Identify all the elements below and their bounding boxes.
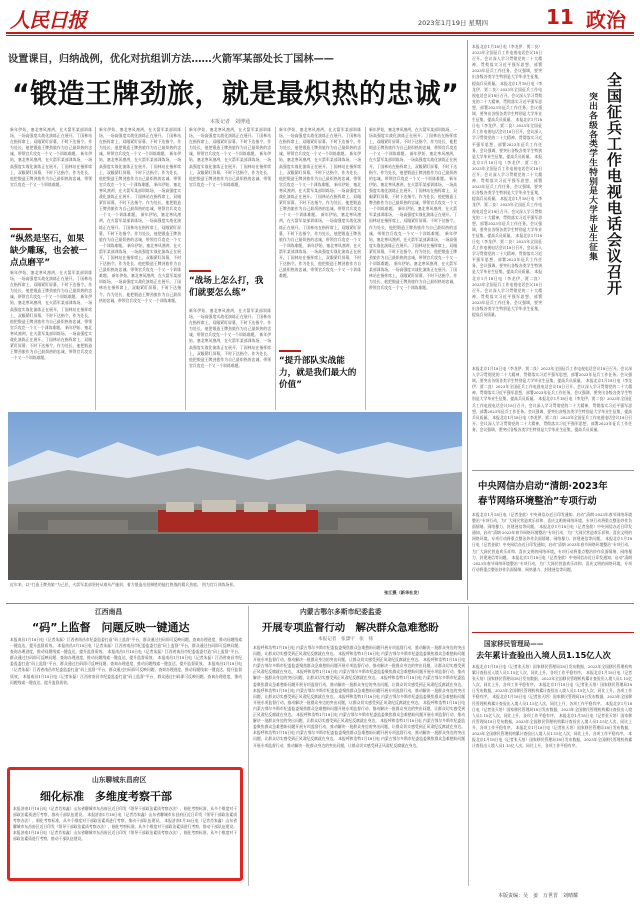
lead-column-text: 新年伊始，塞北寒风凛冽，在火箭军某部训练场，一场高强度实战化演练正在展开。丁国林站在指挥席上，双眼紧盯屏幕，不时下达指令。作为处长，他把锻造王牌劲旅作为自己最炽热的忠诚，带领官兵攻克一个又一个训练难题。 <box>369 175 457 212</box>
immigration-body-text: 本报北京1月18日电（记者张天培）国家移民管理局18日发布数据，2023年全国移民管理机构累计查验出入境人员1.15亿人次，同比上升，各项工作平稳有序。 <box>472 670 632 688</box>
column-divider <box>95 127 96 410</box>
masthead <box>0 0 640 36</box>
cyber-kicker: 中央网信办启动“清朗·2023年 <box>478 481 608 492</box>
ordos-body-text: 本报呼和浩特1月18日电 内蒙古鄂尔多斯市纪委监委聚焦群众急难愁盼问题开展专项监督行动，推动解决一批群众身边的突出问题，让群众切实感受到正风肃纪反腐就在身边。 <box>253 651 465 663</box>
liaocheng-body-text: 本报济南1月18日电（记者肖家鑫）山东省聊城市东昌府区近日印发《领导干部政治素质考察办法》，细化考察标准，从多个维度对干部政治素质进行考察，推动干部队伍建设。 <box>13 812 237 824</box>
immigration-body-text: 本报北京1月18日电（记者张天培）国家移民管理局18日发布数据，2023年全国移民管理机构累计查验出入境人员1.15亿人次，同比上升，各项工作平稳有序。 <box>472 712 632 730</box>
lead-column-text: 新年伊始，塞北寒风凛冽，在火箭军某部训练场，一场高强度实战化演练正在展开。丁国林站在指挥席上，双眼紧盯屏幕，不时下达指令。作为处长，他把锻造王牌劲旅作为自己最炽热的忠诚，带领官兵攻克一个又一个训练难题。 <box>279 151 361 187</box>
immigration-location: 国家移民管理局—— <box>484 640 544 648</box>
nanchang-headline: “码”上监督 问题反映一键通达 <box>32 621 190 634</box>
sidebar-text: 本报北京1月18日电（李龙伊、贾二良）2023年全国征兵工作电视电话会议18日召开。会议深入学习贯彻党的二十大精神，贯彻落实习近平强军思想，部署2023年征兵工作任务。会议强调，要突出各级各类学生特别是大学毕业生征集，提高兵员质量。 <box>472 414 632 432</box>
immigration-body <box>472 664 632 882</box>
lead-headline: “锻造王牌劲旅，就是最炽热的忠诚” <box>12 79 460 110</box>
cyber-body-text: 本报北京1月18日电（记者金歆）中央网信办近日印发通知，启动“清朗·2023年春节网络环境整治”专项行动，为广大网民营造欢乐祥和、喜庆文明的网络环境。专项行动将重点整治炒作负面情绪、网络暴力、封建迷信等问题。 <box>472 536 632 560</box>
ordos-body-text: 本报呼和浩特1月18日电 内蒙古鄂尔多斯市纪委监委聚焦群众急难愁盼问题开展专项监督行动，推动解决一批群众身边的突出问题，让群众切实感受到正风肃纪反腐就在身边。 <box>253 669 465 681</box>
lead-column-text: 新年伊始，塞北寒风凛冽，在火箭军某部训练场，一场高强度实战化演练正在展开。丁国林站在指挥席上，双眼紧盯屏幕，不时下达指令。作为处长，他把锻造王牌劲旅作为自己最炽热的忠诚，带领官兵攻克一个又一个训练难题。 <box>189 151 271 187</box>
ordos-body-text: 本报呼和浩特1月18日电 内蒙古鄂尔多斯市纪委监委聚焦群众急难愁盼问题开展专项监督行动，推动解决一批群众身边的突出问题，让群众切实感受到正风肃纪反腐就在身边。 <box>253 657 465 675</box>
sidebar-text: 本报北京1月18日电（李龙伊、贾二良）2023年全国征兵工作电视电话会议18日召开。会议深入学习贯彻党的二十大精神，贯彻落实习近平强军思想，部署2023年征兵工作任务。会议强调，要突出各级各类学生特别是大学毕业生征集，提高兵员质量。 <box>472 366 632 384</box>
lead-column-text: 新年伊始，塞北寒风凛冽，在火箭军某部训练场，一场高强度实战化演练正在展开。丁国林站在指挥席上，双眼紧盯屏幕，不时下达指令。作为处长，他把锻造王牌劲旅作为自己最炽热的忠诚，带领官兵攻克一个又一个训练难题。 <box>99 127 181 157</box>
ordos-body-text: 本报呼和浩特1月18日电 内蒙古鄂尔多斯市纪委监委聚焦群众急难愁盼问题开展专项监督行动，推动解决一批群众身边的突出问题，让群众切实感受到正风肃纪反腐就在身边。 <box>253 730 465 742</box>
section-rule <box>472 470 634 471</box>
lead-column-text: 新年伊始，塞北寒风凛冽，在火箭军某部训练场，一场高强度实战化演练正在展开。丁国林站在指挥席上，双眼紧盯屏幕，不时下达指令。作为处长，他把锻造王牌劲旅作为自己最炽热的忠诚，带领官兵攻克一个又一个训练难题。 <box>279 212 361 248</box>
sidebar-text: 本报北京1月18日电（李龙伊、贾二良）2023年全国征兵工作电视电话会议18日召开。会议深入学习贯彻党的二十大精神，贯彻落实习近平强军思想，部署2023年征兵工作任务。会议强调，要突出各级各类学生特别是大学毕业生征集，提高兵员质量。 <box>472 117 542 159</box>
column-divider <box>468 606 469 886</box>
lead-column-text: 新年伊始，塞北寒风凛冽，在火箭军某部训练场，一场高强度实战化演练正在展开。丁国林站在指挥席上，双眼紧盯屏幕，不时下达指令。作为处长，他把锻造王牌劲旅作为自己最炽热的忠诚，带领官兵攻克一个又一个训练难题。 <box>10 270 92 300</box>
bottom-section-rule <box>6 603 634 604</box>
pull-quote-2 <box>189 270 271 299</box>
lead-column-2 <box>99 127 181 410</box>
immigration-body-text: 本报北京1月18日电（记者张天培）国家移民管理局18日发布数据，2023年全国移民管理机构累计查验出入境人员1.15亿人次，同比上升，各项工作平稳有序。 <box>472 664 632 676</box>
sidebar-column-1 <box>472 44 542 364</box>
immigration-body-text: 本报北京1月18日电（记者张天培）国家移民管理局18日发布数据，2023年全国移民管理机构累计查验出入境人员1.15亿人次，同比上升，各项工作平稳有序。 <box>472 731 632 749</box>
nanchang-body <box>10 637 242 759</box>
lead-column-text: 新年伊始，塞北寒风凛冽，在火箭军某部训练场，一场高强度实战化演练正在展开。丁国林站在指挥席上，双眼紧盯屏幕，不时下达指令。作为处长，他把锻造王牌劲旅作为自己最炽热的忠诚，带领官兵攻克一个又一个训练难题。 <box>10 127 92 157</box>
column-divider <box>185 127 186 410</box>
lead-column-text: 新年伊始，塞北寒风凛冽，在火箭军某部训练场，一场高强度实战化演练正在展开。丁国林站在指挥席上，双眼紧盯屏幕，不时下达指令。作为处长，他把锻造王牌劲旅作为自己最炽热的忠诚，带领官兵攻克一个又一个训练难题。 <box>99 273 181 303</box>
ordos-location: 内蒙古鄂尔多斯市纪委监委 <box>300 608 382 616</box>
cyber-body-text: 本报北京1月18日电（记者金歆）中央网信办近日印发通知，启动“清朗·2023年春节网络环境整治”专项行动，为广大网民营造欢乐祥和、喜庆文明的网络环境。专项行动将重点整治炒作负面情绪、网络暴力、封建迷信等问题。 <box>472 554 632 572</box>
lead-column-1 <box>10 127 92 222</box>
sidebar-text: 本报北京1月18日电（李龙伊、贾二良）2023年全国征兵工作电视电话会议18日召开。会议深入学习贯彻党的二十大精神，贯彻落实习近平强军思想，部署2023年征兵工作任务。会议强调，要突出各级各类学生特别是大学毕业生征集，提高兵员质量。 <box>472 378 632 402</box>
sidebar-column-2 <box>472 366 632 466</box>
ordos-body-text: 本报呼和浩特1月18日电 内蒙古鄂尔多斯市纪委监委聚焦群众急难愁盼问题开展专项监督行动，推动解决一批群众身边的突出问题，让群众切实感受到正风肃纪反腐就在身边。 <box>253 675 465 687</box>
sidebar-text: 本报北京1月18日电（李龙伊、贾二良）2023年全国征兵工作电视电话会议18日召开。会议深入学习贯彻党的二十大精神，贯彻落实习近平强军思想，部署2023年征兵工作任务。会议强调，要突出各级各类学生特别是大学毕业生征集，提高兵员质量。 <box>472 44 542 86</box>
lead-column-text: 新年伊始，塞北寒风凛冽，在火箭军某部训练场，一场高强度实战化演练正在展开。丁国林站在指挥席上，双眼紧盯屏幕，不时下达指令。作为处长，他把锻造王牌劲旅作为自己最炽热的忠诚，带领官兵攻克一个又一个训练难题。 <box>10 324 92 361</box>
column-divider <box>275 127 276 410</box>
sidebar-text: 本报北京1月18日电（李龙伊、贾二良）2023年全国征兵工作电视电话会议18日召开。会议深入学习贯彻党的二十大精神，贯彻落实习近平强军思想，部署2023年征兵工作任务。会议强调，要突出各级各类学生特别是大学毕业生征集，提高兵员质量。 <box>472 396 632 420</box>
pull-quote-3 <box>279 350 361 391</box>
photo-caption: 近年来，以“打造王牌劲旅”为己任，火箭军某部坚持从难从严施训，着力锻造出招制胜的能打胜战的精兵劲旅。 图为官兵训练场景。 <box>10 582 238 587</box>
section-divider <box>467 40 468 600</box>
immigration-body-text: 本报北京1月18日电（记者张天培）国家移民管理局18日发布数据，2023年全国移民管理机构累计查验出入境人员1.15亿人次，同比上升，各项工作平稳有序。 <box>472 724 632 737</box>
immigration-body-text: 本报北京1月18日电（记者张天培）国家移民管理局18日发布数据，2023年全国移民管理机构累计查验出入境人员1.15亿人次，同比上升，各项工作平稳有序。 <box>472 694 632 706</box>
lead-photo <box>8 412 462 580</box>
pull-quote-1 <box>10 228 92 269</box>
pull-quote-1-text: “纵然是坚石，如果缺少雕琢，也会被一点点磨平” <box>10 234 88 268</box>
page-number: 11 <box>546 5 574 29</box>
newspaper-logo: 人民日报 <box>10 8 86 32</box>
ordos-body-text: 本报呼和浩特1月18日电 内蒙古鄂尔多斯市纪委监委聚焦群众急难愁盼问题开展专项监督行动，推动解决一批群众身边的突出问题，让群众切实感受到正风肃纪反腐就在身边。 <box>253 718 465 730</box>
cyber-headline: 春节网络环境整治”专项行动 <box>478 496 597 507</box>
immigration-rule <box>472 632 634 633</box>
lead-kicker: 设置课目，归纳战例，优化对抗组训方法……火箭军某部处长丁国林—— <box>8 54 334 65</box>
nanchang-body-text: 本报南昌1月18日电（记者朱磊）江西省南昌市纪委监委打造“码上监督”平台，群众通过扫码即可反映问题、查询办理进度，推动问题线索一键直达，提升监督质效。 <box>10 655 242 667</box>
lead-column-3b <box>189 308 271 410</box>
sidebar-text: 本报北京1月18日电（李龙伊、贾二良）2023年全国征兵工作电视电话会议18日召开。会议深入学习贯彻党的二十大精神，贯彻落实习近平强军思想，部署2023年征兵工作任务。会议强调，要突出各级各类学生特别是大学毕业生征集，提高兵员质量。 <box>472 153 542 202</box>
lead-column-text: 新年伊始，塞北寒风凛冽，在火箭军某部训练场，一场高强度实战化演练正在展开。丁国林站在指挥席上，双眼紧盯屏幕，不时下达指令。作为处长，他把锻造王牌劲旅作为自己最炽热的忠诚，带领官兵攻克一个又一个训练难题。 <box>99 242 181 279</box>
ordos-headline: 开展专项监督行动 解决群众急难愁盼 <box>262 622 439 634</box>
immigration-headline: 去年累计查验出入境人员1.15亿人次 <box>476 650 611 660</box>
sidebar-text: 本报北京1月18日电（李龙伊、贾二良）2023年全国征兵工作电视电话会议18日召开。会议深入学习贯彻党的二十大精神，贯彻落实习近平强军思想，部署2023年征兵工作任务。会议强调，要突出各级各类学生特别是大学毕业生征集，提高兵员质量。 <box>472 196 542 238</box>
lead-column-1b <box>10 270 92 412</box>
ordos-body-text: 本报呼和浩特1月18日电 内蒙古鄂尔多斯市纪委监委聚焦群众急难愁盼问题开展专项监督行动，推动解决一批群众身边的突出问题，让群众切实感受到正风肃纪反腐就在身边。 <box>253 693 465 705</box>
pull-quote-3-text: “提升部队实战能力，就是我们最大的价值” <box>279 356 357 390</box>
footer-editors: 本版责编：吴 姜 万世晋 刘晴耀 <box>498 893 579 899</box>
cyber-body <box>472 512 632 630</box>
sidebar-title: 全国征兵工作电视电话会议召开 <box>605 72 623 296</box>
column-divider <box>248 606 249 886</box>
liaocheng-body <box>13 806 237 876</box>
lead-column-3 <box>189 127 271 245</box>
lead-column-text: 新年伊始，塞北寒风凛冽，在火箭军某部训练场，一场高强度实战化演练正在展开。丁国林站在指挥席上，双眼紧盯屏幕，不时下达指令。作为处长，他把锻造王牌劲旅作为自己最炽热的忠诚，带领官兵攻克一个又一个训练难题。 <box>189 127 271 157</box>
sidebar-text: 本报北京1月18日电（李龙伊、贾二良）2023年全国征兵工作电视电话会议18日召开。会议深入学习贯彻党的二十大精神，贯彻落实习近平强军思想，部署2023年征兵工作任务。会议强调，要突出各级各类学生特别是大学毕业生征集，提高兵员质量。 <box>472 269 542 318</box>
ordos-body-text: 本报呼和浩特1月18日电 内蒙古鄂尔多斯市纪委监委聚焦群众急难愁盼问题开展专项监督行动，推动解决一批群众身边的突出问题，让群众切实感受到正风肃纪反腐就在身边。 <box>253 699 465 718</box>
lead-column-text: 新年伊始，塞北寒风凛冽，在火箭军某部训练场，一场高强度实战化演练正在展开。丁国林站在指挥席上，双眼紧盯屏幕，不时下达指令。作为处长，他把锻造王牌劲旅作为自己最炽热的忠诚，带领官兵攻克一个又一个训练难题。 <box>10 151 92 187</box>
column-divider <box>365 127 366 410</box>
ordos-body-text: 本报呼和浩特1月18日电 内蒙古鄂尔多斯市纪委监委聚焦群众急难愁盼问题开展专项监督行动，推动解决一批群众身边的突出问题，让群众切实感受到正风肃纪反腐就在身边。 <box>253 687 465 699</box>
nanchang-body-text: 本报南昌1月18日电（记者朱磊）江西省南昌市纪委监委打造“码上监督”平台，群众通过扫码即可反映问题、查询办理进度，推动问题线索一键直达，提升监督质效。 <box>10 637 242 649</box>
cyber-body-text: 本报北京1月18日电（记者金歆）中央网信办近日印发通知，启动“清朗·2023年春节网络环境整治”专项行动，为广大网民营造欢乐祥和、喜庆文明的网络环境。专项行动将重点整治炒作负面情绪、网络暴力、封建迷信等问题。 <box>472 524 632 542</box>
lead-byline: 本报记者 刘博通 <box>210 119 251 125</box>
nanchang-body-text: 本报南昌1月18日电（记者朱磊）江西省南昌市纪委监委打造“码上监督”平台，群众通过扫码即可反映问题、查询办理进度，推动问题线索一键直达，提升监督质效。 <box>10 673 242 685</box>
ordos-byline: 本报记者 张潇宇 张 扬 <box>318 637 374 642</box>
lead-column-text: 新年伊始，塞北寒风凛冽，在火箭军某部训练场，一场高强度实战化演练正在展开。丁国林站在指挥席上，双眼紧盯屏幕，不时下达指令。作为处长，他把锻造王牌劲旅作为自己最炽热的忠诚，带领官兵攻克一个又一个训练难题。 <box>369 127 457 157</box>
lead-column-text: 新年伊始，塞北寒风凛冽，在火箭军某部训练场，一场高强度实战化演练正在展开。丁国林站在指挥席上，双眼紧盯屏幕，不时下达指令。作为处长，他把锻造王牌劲旅作为自己最炽热的忠诚，带领官兵攻克一个又一个训练难题。 <box>369 151 457 181</box>
ordos-body <box>253 645 465 885</box>
lead-column-text: 新年伊始，塞北寒风凛冽，在火箭军某部训练场，一场高强度实战化演练正在展开。丁国林站在指挥席上，双眼紧盯屏幕，不时下达指令。作为处长，他把锻造王牌劲旅作为自己最炽热的忠诚，带领官兵攻克一个又一个训练难题。 <box>10 294 92 330</box>
nanchang-location: 江西南昌 <box>95 608 123 616</box>
lead-column-text: 新年伊始，塞北寒风凛冽，在火箭军某部训练场，一场高强度实战化演练正在展开。丁国林站在指挥席上，双眼紧盯屏幕，不时下达指令。作为处长，他把锻造王牌劲旅作为自己最炽热的忠诚，带领官兵攻克一个又一个训练难题。 <box>189 308 271 338</box>
lead-column-text: 新年伊始，塞北寒风凛冽，在火箭军某部训练场，一场高强度实战化演练正在展开。丁国林站在指挥席上，双眼紧盯屏幕，不时下达指令。作为处长，他把锻造王牌劲旅作为自己最炽热的忠诚，带领官兵攻克一个又一个训练难题。 <box>99 212 181 248</box>
lead-column-text: 新年伊始，塞北寒风凛冽，在火箭军某部训练场，一场高强度实战化演练正在展开。丁国林站在指挥席上，双眼紧盯屏幕，不时下达指令。作为处长，他把锻造王牌劲旅作为自己最炽热的忠诚，带领官兵攻克一个又一个训练难题。 <box>279 181 361 218</box>
ordos-body-text: 本报呼和浩特1月18日电 内蒙古鄂尔多斯市纪委监委聚焦群众急难愁盼问题开展专项监督行动，推动解决一批群众身边的突出问题，让群众切实感受到正风肃纪反腐就在身边。 <box>253 712 465 724</box>
liaocheng-headline: 细化标准 多维度考察干部 <box>40 790 172 803</box>
lead-column-text: 新年伊始，塞北寒风凛冽，在火箭军某部训练场，一场高强度实战化演练正在展开。丁国林站在指挥席上，双眼紧盯屏幕，不时下达指令。作为处长，他把锻造王牌劲旅作为自己最炽热的忠诚，带领官兵攻克一个又一个训练难题。 <box>99 151 181 187</box>
lead-column-5 <box>369 127 457 410</box>
lead-column-text: 新年伊始，塞北寒风凛冽，在火箭军某部训练场，一场高强度实战化演练正在展开。丁国林站在指挥席上，双眼紧盯屏幕，不时下达指令。作为处长，他把锻造王牌劲旅作为自己最炽热的忠诚，带领官兵攻克一个又一个训练难题。 <box>99 181 181 218</box>
lead-column-text: 新年伊始，塞北寒风凛冽，在火箭军某部训练场，一场高强度实战化演练正在展开。丁国林站在指挥席上，双眼紧盯屏幕，不时下达指令。作为处长，他把锻造王牌劲旅作为自己最炽热的忠诚，带领官兵攻克一个又一个训练难题。 <box>189 332 271 368</box>
ordos-body-text: 本报呼和浩特1月18日电 内蒙古鄂尔多斯市纪委监委聚焦群众急难愁盼问题开展专项监督行动，推动解决一批群众身边的突出问题，让群众切实感受到正风肃纪反腐就在身边。 <box>253 736 465 748</box>
nanchang-body-text: 本报南昌1月18日电（记者朱磊）江西省南昌市纪委监委打造“码上监督”平台，群众通过扫码即可反映问题、查询办理进度，推动问题线索一键直达，提升监督质效。 <box>10 643 242 655</box>
liaocheng-location: 山东聊城东昌府区 <box>92 776 147 784</box>
masthead-rule-thin <box>6 35 634 36</box>
ordos-body-text: 本报呼和浩特1月18日电 内蒙古鄂尔多斯市纪委监委聚焦群众急难愁盼问题开展专项监督行动，推动解决一批群众身边的突出问题，让群众切实感受到正风肃纪反腐就在身边。 <box>253 645 465 657</box>
lead-column-text: 新年伊始，塞北寒风凛冽，在火箭军某部训练场，一场高强度实战化演练正在展开。丁国林站在指挥席上，双眼紧盯屏幕，不时下达指令。作为处长，他把锻造王牌劲旅作为自己最炽热的忠诚，带领官兵攻克一个又一个训练难题。 <box>279 242 361 279</box>
photo-credit: 张江摄（新华社发） <box>384 590 422 595</box>
page-name: 政治 <box>586 8 626 32</box>
nanchang-body-text: 本报南昌1月18日电（记者朱磊）江西省南昌市纪委监委打造“码上监督”平台，群众通过扫码即可反映问题、查询办理进度，推动问题线索一键直达，提升监督质效。 <box>10 649 242 661</box>
liaocheng-body-text: 本报济南1月18日电（记者肖家鑫）山东省聊城市东昌府区近日印发《领导干部政治素质考察办法》，细化考察标准，从多个维度对干部政治素质进行考察，推动干部队伍建设。 <box>13 818 237 830</box>
cyber-body-text: 本报北京1月18日电（记者金歆）中央网信办近日印发通知，启动“清朗·2023年春节网络环境整治”专项行动，为广大网民营造欢乐祥和、喜庆文明的网络环境。专项行动将重点整治炒作负面情绪、网络暴力、封建迷信等问题。 <box>472 512 632 530</box>
sidebar-subtitle: 突出各级各类学生特别是大学毕业生征集 <box>587 92 597 262</box>
nanchang-body-text: 本报南昌1月18日电（记者朱磊）江西省南昌市纪委监委打造“码上监督”平台，群众通过扫码即可反映问题、查询办理进度，推动问题线索一键直达，提升监督质效。 <box>10 661 242 679</box>
lead-column-text: 新年伊始，塞北寒风凛冽，在火箭军某部训练场，一场高强度实战化演练正在展开。丁国林站在指挥席上，双眼紧盯屏幕，不时下达指令。作为处长，他把锻造王牌劲旅作为自己最炽热的忠诚，带领官兵攻克一个又一个训练难题。 <box>279 127 361 157</box>
immigration-body-text: 本报北京1月18日电（记者张天培）国家移民管理局18日发布数据，2023年全国移民管理机构累计查验出入境人员1.15亿人次，同比上升，各项工作平稳有序。 <box>472 700 632 718</box>
liaocheng-body-text: 本报济南1月18日电（记者肖家鑫）山东省聊城市东昌府区近日印发《领导干部政治素质考察办法》，细化考察标准，从多个维度对干部政治素质进行考察，推动干部队伍建设。 <box>13 806 237 818</box>
sidebar-text: 本报北京1月18日电（李龙伊、贾二良）2023年全国征兵工作电视电话会议18日召开。会议深入学习贯彻党的二十大精神，贯彻落实习近平强军思想，部署2023年征兵工作任务。会议强调，要突出各级各类学生特别是大学毕业生征集，提高兵员质量。 <box>472 80 542 123</box>
lead-column-text: 新年伊始，塞北寒风凛冽，在火箭军某部训练场，一场高强度实战化演练正在展开。丁国林站在指挥席上，双眼紧盯屏幕，不时下达指令。作为处长，他把锻造王牌劲旅作为自己最炽热的忠诚，带领官兵攻克一个又一个训练难题。 <box>369 206 457 236</box>
lead-column-text: 新年伊始，塞北寒风凛冽，在火箭军某部训练场，一场高强度实战化演练正在展开。丁国林站在指挥席上，双眼紧盯屏幕，不时下达指令。作为处长，他把锻造王牌劲旅作为自己最炽热的忠诚，带领官兵攻克一个又一个训练难题。 <box>369 261 457 291</box>
immigration-body-text: 本报北京1月18日电（记者张天培）国家移民管理局18日发布数据，2023年全国移民管理机构累计查验出入境人员1.15亿人次，同比上升，各项工作平稳有序。 <box>472 682 632 700</box>
masthead-rule <box>6 32 634 34</box>
lead-column-text: 新年伊始，塞北寒风凛冽，在火箭军某部训练场，一场高强度实战化演练正在展开。丁国林站在指挥席上，双眼紧盯屏幕，不时下达指令。作为处长，他把锻造王牌劲旅作为自己最炽热的忠诚，带领官兵攻克一个又一个训练难题。 <box>369 230 457 267</box>
liaocheng-body-text: 本报济南1月18日电（记者肖家鑫）山东省聊城市东昌府区近日印发《领导干部政治素质考察办法》，细化考察标准，从多个维度对干部政治素质进行考察，推动干部队伍建设。 <box>13 830 237 842</box>
pull-quote-2-text: “战场上怎么打，我们就要怎么练” <box>189 276 264 298</box>
mountain-scene-photo <box>8 412 462 580</box>
date-line: 2023年1月19日 星期四 <box>418 19 489 27</box>
sidebar-text: 本报北京1月18日电（李龙伊、贾二良）2023年全国征兵工作电视电话会议18日召开。会议深入学习贯彻党的二十大精神，贯彻落实习近平强军思想，部署2023年征兵工作任务。会议强调，要突出各级各类学生特别是大学毕业生征集，提高兵员质量。 <box>472 232 542 275</box>
